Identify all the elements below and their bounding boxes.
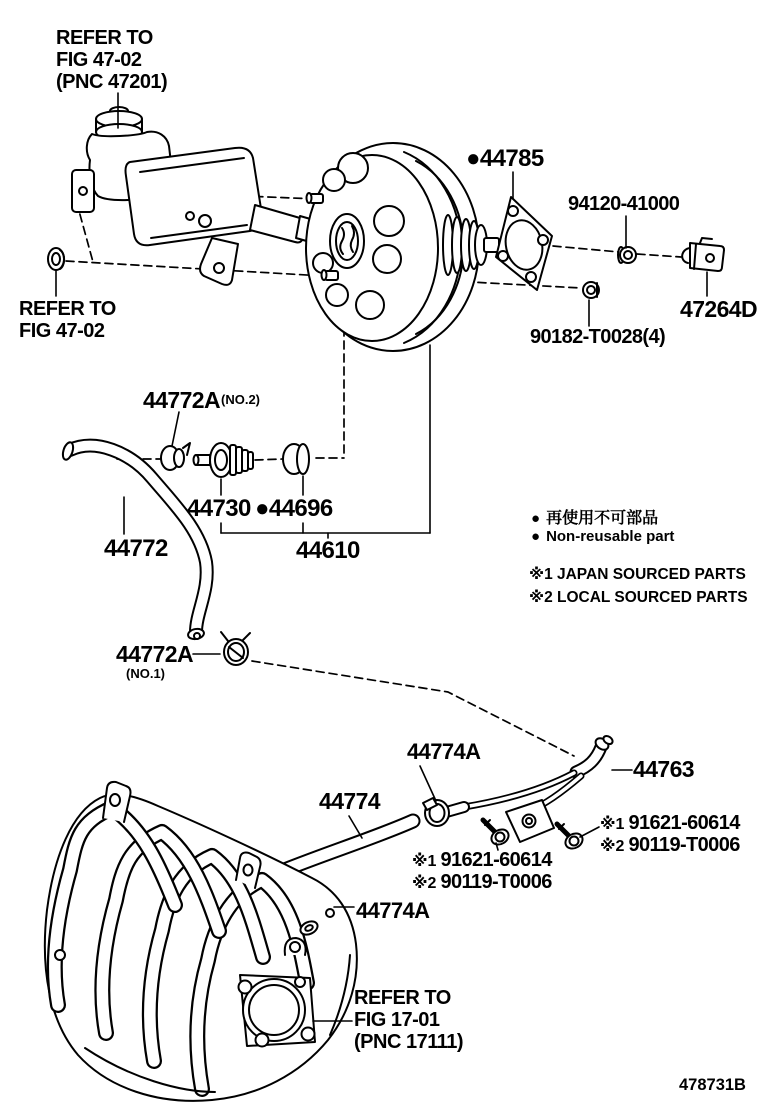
grommet-44772a-no2-drawing	[161, 443, 190, 470]
legend-nonreusable-en	[531, 528, 674, 545]
master-cylinder-drawing	[72, 107, 321, 285]
ref-line: (PNC 17111)	[354, 1031, 464, 1053]
part-label-screws-center	[412, 850, 552, 894]
screw-label-line	[412, 872, 552, 894]
source-mark: ※2	[412, 875, 437, 892]
clamp-44772a-no1-drawing	[221, 632, 250, 665]
ref-line: REFER TO	[19, 298, 116, 320]
intake-manifold-drawing	[45, 782, 357, 1101]
part-label-44610: 44610	[296, 537, 360, 564]
legend-local-sourced: ※2 LOCAL SOURCED PARTS	[529, 589, 748, 606]
part-label-47264d: 47264D	[680, 296, 757, 322]
part-note-no1: (NO.1)	[126, 666, 165, 681]
part-label-44785: ●44785	[466, 145, 544, 172]
ref-line: REFER TO	[354, 987, 451, 1009]
ref-line: FIG 47-02	[19, 320, 105, 342]
part-label-44696: ●44696	[255, 495, 333, 522]
part-label-90182-t0028: 90182-T0028(4)	[530, 326, 666, 348]
source-mark: ※2	[600, 838, 625, 855]
part-number: 91621-60614	[628, 812, 740, 834]
screw-91621-left-drawing	[483, 820, 511, 848]
ref-line: (PNC 47201)	[56, 71, 168, 93]
grommet-fig4702-drawing	[48, 248, 64, 270]
screw-label-line	[412, 850, 552, 872]
part-note-no2: (NO.2)	[221, 392, 260, 407]
part-label-screws-right	[600, 813, 740, 857]
ref-fig4702-left	[19, 298, 116, 342]
legend-japan-sourced: ※1 JAPAN SOURCED PARTS	[529, 566, 746, 583]
part-label-44772: 44772	[104, 535, 168, 562]
part-label-44774a-upper: 44774A	[407, 739, 481, 764]
legend-text: 再使用不可部品	[546, 510, 659, 527]
part-label-44774: 44774	[319, 788, 380, 814]
screw-label-line	[600, 813, 740, 835]
part-label-44772a-no2: 44772A	[143, 387, 220, 413]
bullet-icon: ●	[531, 510, 541, 527]
clamp-47264d-drawing	[682, 238, 724, 271]
source-mark: ※1	[600, 816, 625, 833]
legend-text: Non-reusable part	[546, 528, 675, 545]
bullet-icon: ●	[531, 528, 541, 545]
part-label-44774a-lower: 44774A	[356, 898, 430, 923]
nut-94120-drawing	[618, 247, 636, 263]
part-label-44772a-no1: 44772A	[116, 641, 193, 667]
part-label-94120-41000: 94120-41000	[568, 193, 680, 215]
part-label-44730: 44730	[187, 495, 251, 522]
part-label-44763: 44763	[633, 756, 694, 782]
ref-line: REFER TO	[56, 27, 153, 49]
ref-line: FIG 47-02	[56, 49, 142, 71]
cap-44696-drawing	[283, 444, 309, 474]
nut-90182-drawing	[583, 282, 599, 298]
part-number: 90119-T0006	[440, 871, 552, 893]
clamp-44774a-upper-drawing	[423, 798, 449, 826]
screw-91621-right-drawing	[557, 824, 585, 852]
check-valve-44730-drawing	[194, 443, 254, 477]
ref-fig1701	[354, 987, 463, 1053]
part-number: 91621-60614	[440, 849, 552, 871]
source-mark: ※1	[412, 853, 437, 870]
brake-booster-44610-drawing	[306, 143, 510, 351]
screw-label-line	[600, 835, 740, 857]
part-number: 90119-T0006	[628, 834, 740, 856]
ref-line: FIG 17-01	[354, 1009, 440, 1031]
ref-fig4702-top	[56, 27, 167, 93]
drawing-number: 478731B	[679, 1076, 746, 1094]
gasket-44785-drawing	[496, 197, 552, 290]
legend-nonreusable-jp	[531, 505, 658, 528]
